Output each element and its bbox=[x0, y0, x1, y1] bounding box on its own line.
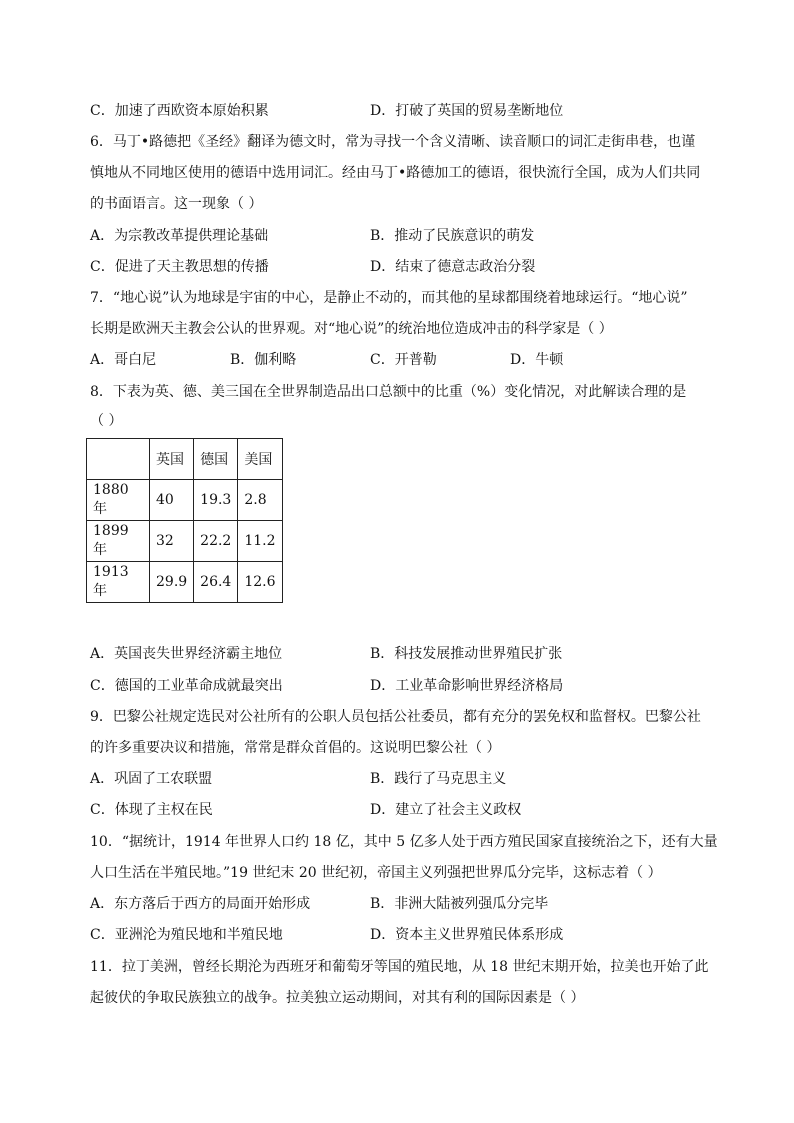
q6-stem-line-1: 6．马丁•路德把《圣经》翻译为德文时，常为寻找一个含义清晰、读音顺口的词汇走街串巷，也谨 bbox=[90, 134, 696, 150]
q5-option-c: C．加速了西欧资本原始积累 bbox=[90, 103, 269, 119]
table-row bbox=[87, 480, 283, 521]
q9-option-b: B．践行了马克思主义 bbox=[370, 771, 507, 787]
table-cell: 22.2 bbox=[194, 521, 238, 562]
q7-option-a: A．哥白尼 bbox=[90, 352, 157, 368]
q11-stem-line-2: 起彼伏的争取民族独立的战争。拉美独立运动期间，对其有利的国际因素是（ ） bbox=[90, 990, 585, 1006]
table-cell: 1913 年 bbox=[87, 562, 150, 603]
table-cell: 29.9 bbox=[150, 562, 194, 603]
q9-stem-line-1: 9．巴黎公社规定选民对公社所有的公职人员包括公社委员，都有充分的罢免权和监督权。巴黎公社 bbox=[90, 709, 701, 725]
table-header-cell: 美国 bbox=[238, 439, 282, 480]
q6-option-d: D．结束了德意志政治分裂 bbox=[370, 259, 536, 275]
q9-stem-line-2: 的许多重要决议和措施，常常是群众首倡的。这说明巴黎公社（ ） bbox=[90, 740, 501, 756]
q10-stem-line-2: 人口生活在半殖民地。”19 世纪末 20 世纪初，帝国主义列强把世界瓜分完毕，这标志着（ ） bbox=[90, 865, 662, 881]
q8-stem-line-2: （ ） bbox=[90, 413, 123, 429]
q6-option-c: C．促进了天主教思想的传播 bbox=[90, 259, 269, 275]
table-cell: 1899 年 bbox=[87, 521, 150, 562]
q10-option-c: C．亚洲沦为殖民地和半殖民地 bbox=[90, 927, 283, 943]
q5-option-d: D．打破了英国的贸易垄断地位 bbox=[370, 103, 564, 119]
q6-option-b: B．推动了民族意识的萌发 bbox=[370, 228, 535, 244]
table-cell: 26.4 bbox=[194, 562, 238, 603]
table-cell: 2.8 bbox=[238, 480, 282, 521]
q9-option-d: D．建立了社会主义政权 bbox=[370, 802, 522, 818]
q8-stem-line-1: 8．下表为英、德、美三国在全世界制造品出口总额中的比重（%）变化情况，对此解读合理的是 bbox=[90, 384, 687, 400]
q9-option-c: C．体现了主权在民 bbox=[90, 802, 213, 818]
table-cell: 12.6 bbox=[238, 562, 282, 603]
q7-option-b: B．伽利略 bbox=[230, 352, 297, 368]
table-header-cell: 英国 bbox=[150, 439, 194, 480]
q7-option-d: D．牛顿 bbox=[510, 352, 564, 368]
q6-option-a: A．为宗教改革提供理论基础 bbox=[90, 228, 269, 244]
table-row bbox=[87, 562, 283, 603]
q10-option-d: D．资本主义世界殖民体系形成 bbox=[370, 927, 564, 943]
q8-option-b: B．科技发展推动世界殖民扩张 bbox=[370, 646, 563, 662]
table-header-row bbox=[87, 439, 283, 480]
q10-stem-line-1: 10．“据统计，1914 年世界人口约 18 亿，其中 5 亿多人处于西方殖民国家直接统治之下，还有大量 bbox=[90, 834, 718, 850]
q6-stem-line-3: 的书面语言。这一现象（ ） bbox=[90, 196, 263, 212]
q8-option-d: D．工业革命影响世界经济格局 bbox=[370, 678, 564, 694]
q11-stem-line-1: 11．拉丁美洲，曾经长期沦为西班牙和葡萄牙等国的殖民地，从 18 世纪末期开始，拉美也开始了此 bbox=[90, 959, 709, 975]
table-cell: 11.2 bbox=[238, 521, 282, 562]
q8-data-table bbox=[86, 438, 283, 603]
table-row bbox=[87, 521, 283, 562]
q7-stem-line-1: 7．“地心说”认为地球是宇宙的中心，是静止不动的，而其他的星球都围绕着地球运行。“地心说” bbox=[90, 290, 688, 306]
table-cell: 1880 年 bbox=[87, 480, 150, 521]
q8-option-c: C．德国的工业革命成就最突出 bbox=[90, 678, 283, 694]
table-header-cell bbox=[87, 439, 150, 480]
table-cell: 19.3 bbox=[194, 480, 238, 521]
q7-stem-line-2: 长期是欧洲天主教会公认的世界观。对“地心说”的统治地位造成冲击的科学家是（ ） bbox=[90, 321, 613, 337]
q10-option-b: B．非洲大陆被列强瓜分完毕 bbox=[370, 896, 549, 912]
table-cell: 32 bbox=[150, 521, 194, 562]
q8-option-a: A．英国丧失世界经济霸主地位 bbox=[90, 646, 283, 662]
table-cell: 40 bbox=[150, 480, 194, 521]
table-header-cell: 德国 bbox=[194, 439, 238, 480]
q10-option-a: A．东方落后于西方的局面开始形成 bbox=[90, 896, 311, 912]
q9-option-a: A．巩固了工农联盟 bbox=[90, 771, 213, 787]
q7-option-c: C．开普勒 bbox=[370, 352, 437, 368]
q6-stem-line-2: 慎地从不同地区使用的德语中选用词汇。经由马丁•路德加工的德语，很快流行全国，成为人们共同 bbox=[90, 165, 701, 181]
